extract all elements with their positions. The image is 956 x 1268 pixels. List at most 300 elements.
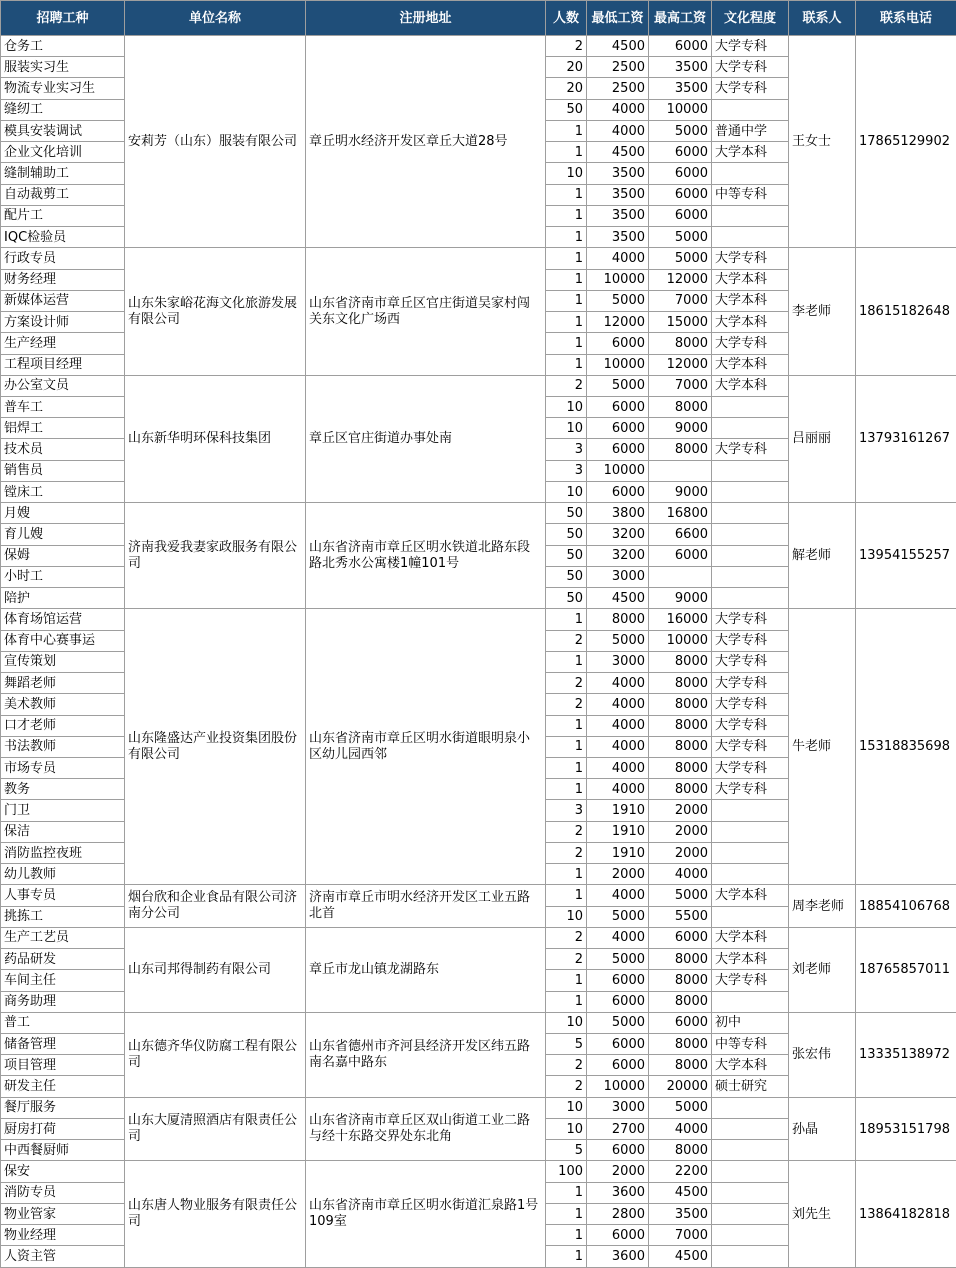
count-cell: 5 [546,1140,587,1161]
min-salary-cell: 10000 [587,354,649,375]
max-salary-cell: 5000 [649,1097,712,1118]
max-salary-cell: 3500 [649,1203,712,1224]
education-cell [712,588,789,609]
min-salary-cell: 8000 [587,609,649,630]
min-salary-cell: 4000 [587,120,649,141]
max-salary-cell: 6000 [649,142,712,163]
job-cell: 保姆 [1,545,125,566]
max-salary-cell [649,460,712,481]
education-cell [712,1140,789,1161]
max-salary-cell: 6000 [649,545,712,566]
count-cell: 2 [546,694,587,715]
count-cell: 1 [546,227,587,248]
min-salary-cell: 3000 [587,1097,649,1118]
min-salary-cell: 5000 [587,375,649,396]
header-row [1,1,956,36]
min-salary-cell: 6000 [587,439,649,460]
max-salary-cell: 5500 [649,906,712,927]
education-cell: 大学专科 [712,970,789,991]
job-cell: 缝纫工 [1,99,125,120]
count-cell: 1 [546,609,587,630]
max-salary-cell: 8000 [649,439,712,460]
job-cell: 陪护 [1,588,125,609]
count-cell: 2 [546,630,587,651]
max-salary-cell: 8000 [649,333,712,354]
education-cell: 大学专科 [712,609,789,630]
min-salary-cell: 5000 [587,906,649,927]
table-row [1,36,956,57]
education-cell: 大学专科 [712,736,789,757]
count-cell: 1 [546,205,587,226]
max-salary-cell: 8000 [649,1034,712,1055]
table-row [1,248,956,269]
count-cell: 2 [546,1076,587,1097]
job-cell: 新媒体运营 [1,290,125,311]
max-salary-cell: 8000 [649,736,712,757]
min-salary-cell: 4000 [587,779,649,800]
education-cell [712,800,789,821]
contact-cell: 孙晶 [789,1097,856,1161]
company-cell: 济南我爱我妻家政服务有限公司 [125,503,306,609]
education-cell [712,545,789,566]
education-cell: 大学专科 [712,630,789,651]
count-cell: 10 [546,163,587,184]
count-cell: 50 [546,99,587,120]
job-cell: 财务经理 [1,269,125,290]
job-cell: 挑拣工 [1,906,125,927]
education-cell [712,906,789,927]
job-cell: 幼儿教师 [1,864,125,885]
count-cell: 10 [546,1118,587,1139]
education-cell [712,205,789,226]
contact-cell: 刘老师 [789,927,856,1012]
job-cell: 月嫂 [1,503,125,524]
job-cell: 技术员 [1,439,125,460]
min-salary-cell: 6000 [587,991,649,1012]
min-salary-cell: 4000 [587,885,649,906]
max-salary-cell: 6000 [649,927,712,948]
min-salary-cell: 6000 [587,1140,649,1161]
max-salary-cell: 6600 [649,524,712,545]
count-cell: 1 [546,1182,587,1203]
job-cell: 普工 [1,1012,125,1033]
contact-cell: 牛老师 [789,609,856,885]
education-cell: 大学专科 [712,333,789,354]
address-cell: 济南市章丘市明水经济开发区工业五路北首 [306,885,546,927]
max-salary-cell: 8000 [649,757,712,778]
education-cell: 大学本科 [712,927,789,948]
company-cell: 山东隆盛达产业投资集团股份有限公司 [125,609,306,885]
max-salary-cell: 8000 [649,694,712,715]
max-salary-cell: 7000 [649,375,712,396]
job-cell: 小时工 [1,566,125,587]
min-salary-cell: 2000 [587,864,649,885]
min-salary-cell: 4000 [587,673,649,694]
job-cell: 宣传策划 [1,651,125,672]
header-company: 单位名称 [125,1,306,36]
max-salary-cell: 8000 [649,651,712,672]
education-cell: 大学本科 [712,142,789,163]
max-salary-cell: 8000 [649,396,712,417]
max-salary-cell: 5000 [649,885,712,906]
job-cell: 育儿嫂 [1,524,125,545]
min-salary-cell: 5000 [587,290,649,311]
max-salary-cell: 8000 [649,1055,712,1076]
min-salary-cell: 3200 [587,524,649,545]
job-cell: 物业经理 [1,1225,125,1246]
table-row [1,503,956,524]
max-salary-cell: 2200 [649,1161,712,1182]
contact-cell: 王女士 [789,36,856,248]
job-cell: 车间主任 [1,970,125,991]
max-salary-cell: 16800 [649,503,712,524]
max-salary-cell: 9000 [649,588,712,609]
job-cell: 教务 [1,779,125,800]
education-cell: 大学专科 [712,694,789,715]
min-salary-cell: 5000 [587,630,649,651]
count-cell: 10 [546,1012,587,1033]
min-salary-cell: 4000 [587,715,649,736]
job-cell: 人资主管 [1,1246,125,1267]
address-cell: 山东省济南市章丘区官庄街道吴家村闯关东文化广场西 [306,248,546,375]
education-cell [712,503,789,524]
count-cell: 2 [546,821,587,842]
contact-cell: 张宏伟 [789,1012,856,1097]
job-cell: 消防监控夜班 [1,842,125,863]
education-cell: 普通中学 [712,120,789,141]
header-phone: 联系电话 [856,1,956,36]
job-cell: 仓务工 [1,36,125,57]
count-cell: 50 [546,588,587,609]
min-salary-cell: 3600 [587,1246,649,1267]
phone-cell: 18765857011 [856,927,956,1012]
count-cell: 1 [546,736,587,757]
max-salary-cell: 2000 [649,842,712,863]
header-max-salary-label: 最高工资 [653,10,706,26]
job-cell: 缝制辅助工 [1,163,125,184]
job-cell: 美术教师 [1,694,125,715]
job-cell: 人事专员 [1,885,125,906]
count-cell: 1 [546,120,587,141]
table-body [1,36,956,1268]
job-cell: 销售员 [1,460,125,481]
education-cell: 中等专科 [712,184,789,205]
table-row [1,1161,956,1182]
education-cell: 大学专科 [712,439,789,460]
address-cell: 章丘明水经济开发区章丘大道28号 [306,36,546,248]
count-cell: 50 [546,524,587,545]
min-salary-cell: 2500 [587,78,649,99]
min-salary-cell: 6000 [587,396,649,417]
job-cell: 自动裁剪工 [1,184,125,205]
contact-cell: 周李老师 [789,885,856,927]
max-salary-cell: 15000 [649,312,712,333]
max-salary-cell: 3500 [649,78,712,99]
job-cell: 体育中心赛事运 [1,630,125,651]
education-cell: 大学专科 [712,36,789,57]
education-cell [712,821,789,842]
phone-cell: 18953151798 [856,1097,956,1161]
contact-cell: 刘先生 [789,1161,856,1267]
min-salary-cell: 6000 [587,333,649,354]
job-cell: 配片工 [1,205,125,226]
education-cell: 中等专科 [712,1034,789,1055]
min-salary-cell: 10000 [587,269,649,290]
count-cell: 2 [546,1055,587,1076]
education-cell [712,1246,789,1267]
address-cell: 山东省济南市章丘区明水街道眼明泉小区幼儿园西邻 [306,609,546,885]
education-cell [712,864,789,885]
min-salary-cell: 6000 [587,1225,649,1246]
education-cell [712,227,789,248]
job-cell: 消防专员 [1,1182,125,1203]
education-cell [712,163,789,184]
address-cell: 章丘市龙山镇龙湖路东 [306,927,546,1012]
education-cell: 大学专科 [712,673,789,694]
education-cell: 大学本科 [712,290,789,311]
min-salary-cell: 4500 [587,142,649,163]
min-salary-cell: 4000 [587,99,649,120]
header-max-salary [649,1,712,36]
min-salary-cell: 3200 [587,545,649,566]
count-cell: 2 [546,673,587,694]
job-cell: 市场专员 [1,757,125,778]
phone-cell: 17865129902 [856,36,956,248]
min-salary-cell: 4500 [587,36,649,57]
company-cell: 山东朱家峪花海文化旅游发展有限公司 [125,248,306,375]
max-salary-cell: 2000 [649,821,712,842]
count-cell: 10 [546,396,587,417]
min-salary-cell: 3000 [587,651,649,672]
job-cell: 保洁 [1,821,125,842]
count-cell: 2 [546,842,587,863]
count-cell: 1 [546,312,587,333]
education-cell: 初中 [712,1012,789,1033]
max-salary-cell: 16000 [649,609,712,630]
table-row [1,885,956,906]
job-cell: 储备管理 [1,1034,125,1055]
job-cell: 书法教师 [1,736,125,757]
min-salary-cell: 2500 [587,57,649,78]
address-cell: 章丘区官庄街道办事处南 [306,375,546,502]
count-cell: 1 [546,142,587,163]
max-salary-cell: 9000 [649,418,712,439]
max-salary-cell: 7000 [649,1225,712,1246]
max-salary-cell: 8000 [649,970,712,991]
count-cell: 3 [546,800,587,821]
phone-cell: 18615182648 [856,248,956,375]
job-cell: 项目管理 [1,1055,125,1076]
job-cell: 生产工艺员 [1,927,125,948]
phone-cell: 13793161267 [856,375,956,502]
table-row [1,375,956,396]
min-salary-cell: 1910 [587,800,649,821]
min-salary-cell: 5000 [587,949,649,970]
education-cell [712,1161,789,1182]
max-salary-cell: 6000 [649,163,712,184]
count-cell: 5 [546,1034,587,1055]
education-cell: 大学专科 [712,715,789,736]
min-salary-cell: 10000 [587,1076,649,1097]
max-salary-cell: 4000 [649,864,712,885]
education-cell [712,1097,789,1118]
phone-cell: 15318835698 [856,609,956,885]
max-salary-cell: 10000 [649,99,712,120]
education-cell [712,396,789,417]
company-cell: 山东新华明环保科技集团 [125,375,306,502]
min-salary-cell: 3000 [587,566,649,587]
job-cell: 中西餐厨师 [1,1140,125,1161]
count-cell: 1 [546,885,587,906]
company-cell: 山东唐人物业服务有限责任公司 [125,1161,306,1267]
phone-cell: 13954155257 [856,503,956,609]
education-cell: 大学本科 [712,354,789,375]
header-address: 注册地址 [306,1,546,36]
min-salary-cell: 6000 [587,418,649,439]
min-salary-cell: 3600 [587,1182,649,1203]
job-cell: 镗床工 [1,481,125,502]
count-cell: 2 [546,36,587,57]
max-salary-cell: 8000 [649,1140,712,1161]
phone-cell: 13864182818 [856,1161,956,1267]
count-cell: 1 [546,715,587,736]
max-salary-cell: 5000 [649,227,712,248]
job-cell: 方案设计师 [1,312,125,333]
contact-cell: 李老师 [789,248,856,375]
min-salary-cell: 4000 [587,694,649,715]
job-cell: 保安 [1,1161,125,1182]
contact-cell: 吕丽丽 [789,375,856,502]
count-cell: 1 [546,290,587,311]
min-salary-cell: 3500 [587,184,649,205]
header-min-salary [587,1,649,36]
education-cell: 大学本科 [712,375,789,396]
count-cell: 1 [546,970,587,991]
education-cell: 大学本科 [712,885,789,906]
min-salary-cell: 6000 [587,1055,649,1076]
max-salary-cell: 5000 [649,120,712,141]
count-cell: 10 [546,418,587,439]
company-cell: 山东德齐华仪防腐工程有限公司 [125,1012,306,1097]
max-salary-cell: 7000 [649,290,712,311]
count-cell: 20 [546,78,587,99]
education-cell: 大学专科 [712,57,789,78]
header-education: 文化程度 [712,1,789,36]
contact-cell: 解老师 [789,503,856,609]
job-cell: 体育场馆运营 [1,609,125,630]
min-salary-cell: 4000 [587,757,649,778]
min-salary-cell: 3500 [587,205,649,226]
education-cell [712,460,789,481]
max-salary-cell: 2000 [649,800,712,821]
count-cell: 3 [546,439,587,460]
header-min-salary-label: 最低工资 [591,10,644,26]
job-cell: 餐厅服务 [1,1097,125,1118]
table-row [1,1097,956,1118]
count-cell: 50 [546,545,587,566]
max-salary-cell: 6000 [649,205,712,226]
max-salary-cell: 6000 [649,1012,712,1033]
max-salary-cell: 6000 [649,36,712,57]
count-cell: 2 [546,927,587,948]
min-salary-cell: 1910 [587,842,649,863]
min-salary-cell: 2800 [587,1203,649,1224]
count-cell: 1 [546,864,587,885]
company-cell: 安莉芳（山东）服装有限公司 [125,36,306,248]
count-cell: 10 [546,906,587,927]
job-cell: 生产经理 [1,333,125,354]
count-cell: 2 [546,375,587,396]
education-cell [712,566,789,587]
education-cell: 大学本科 [712,312,789,333]
count-cell: 1 [546,651,587,672]
count-cell: 1 [546,184,587,205]
phone-cell: 18854106768 [856,885,956,927]
count-cell: 1 [546,248,587,269]
max-salary-cell: 9000 [649,481,712,502]
table-row [1,609,956,630]
count-cell: 2 [546,949,587,970]
max-salary-cell: 8000 [649,673,712,694]
education-cell [712,1225,789,1246]
job-cell: 商务助理 [1,991,125,1012]
count-cell: 1 [546,991,587,1012]
min-salary-cell: 3800 [587,503,649,524]
max-salary-cell: 6000 [649,184,712,205]
count-cell: 1 [546,333,587,354]
min-salary-cell: 4000 [587,927,649,948]
max-salary-cell: 12000 [649,269,712,290]
max-salary-cell: 8000 [649,991,712,1012]
address-cell: 山东省济南市章丘区双山街道工业二路与经十东路交界处东北角 [306,1097,546,1161]
education-cell: 大学本科 [712,949,789,970]
address-cell: 山东省济南市章丘区明水街道汇泉路1号109室 [306,1161,546,1267]
count-cell: 50 [546,566,587,587]
job-cell: 物流专业实习生 [1,78,125,99]
education-cell [712,99,789,120]
min-salary-cell: 6000 [587,481,649,502]
min-salary-cell: 10000 [587,460,649,481]
job-cell: 舞蹈老师 [1,673,125,694]
min-salary-cell: 5000 [587,1012,649,1033]
max-salary-cell: 4000 [649,1118,712,1139]
count-cell: 10 [546,481,587,502]
min-salary-cell: 3500 [587,227,649,248]
job-cell: 服装实习生 [1,57,125,78]
education-cell: 大学专科 [712,651,789,672]
job-cell: 模具安装调试 [1,120,125,141]
education-cell: 硕士研究 [712,1076,789,1097]
count-cell: 1 [546,1246,587,1267]
job-cell: 物业管家 [1,1203,125,1224]
education-cell [712,1203,789,1224]
job-cell: 厨房打荷 [1,1118,125,1139]
max-salary-cell: 8000 [649,715,712,736]
min-salary-cell: 6000 [587,1034,649,1055]
min-salary-cell: 1910 [587,821,649,842]
count-cell: 1 [546,757,587,778]
max-salary-cell: 5000 [649,248,712,269]
address-cell: 山东省济南市章丘区明水铁道北路东段路北秀水公寓楼1幢101号 [306,503,546,609]
education-cell: 大学本科 [712,269,789,290]
count-cell: 1 [546,779,587,800]
job-cell: 药品研发 [1,949,125,970]
phone-cell: 13335138972 [856,1012,956,1097]
max-salary-cell: 12000 [649,354,712,375]
count-cell: 1 [546,269,587,290]
education-cell [712,1118,789,1139]
education-cell: 大学本科 [712,1055,789,1076]
